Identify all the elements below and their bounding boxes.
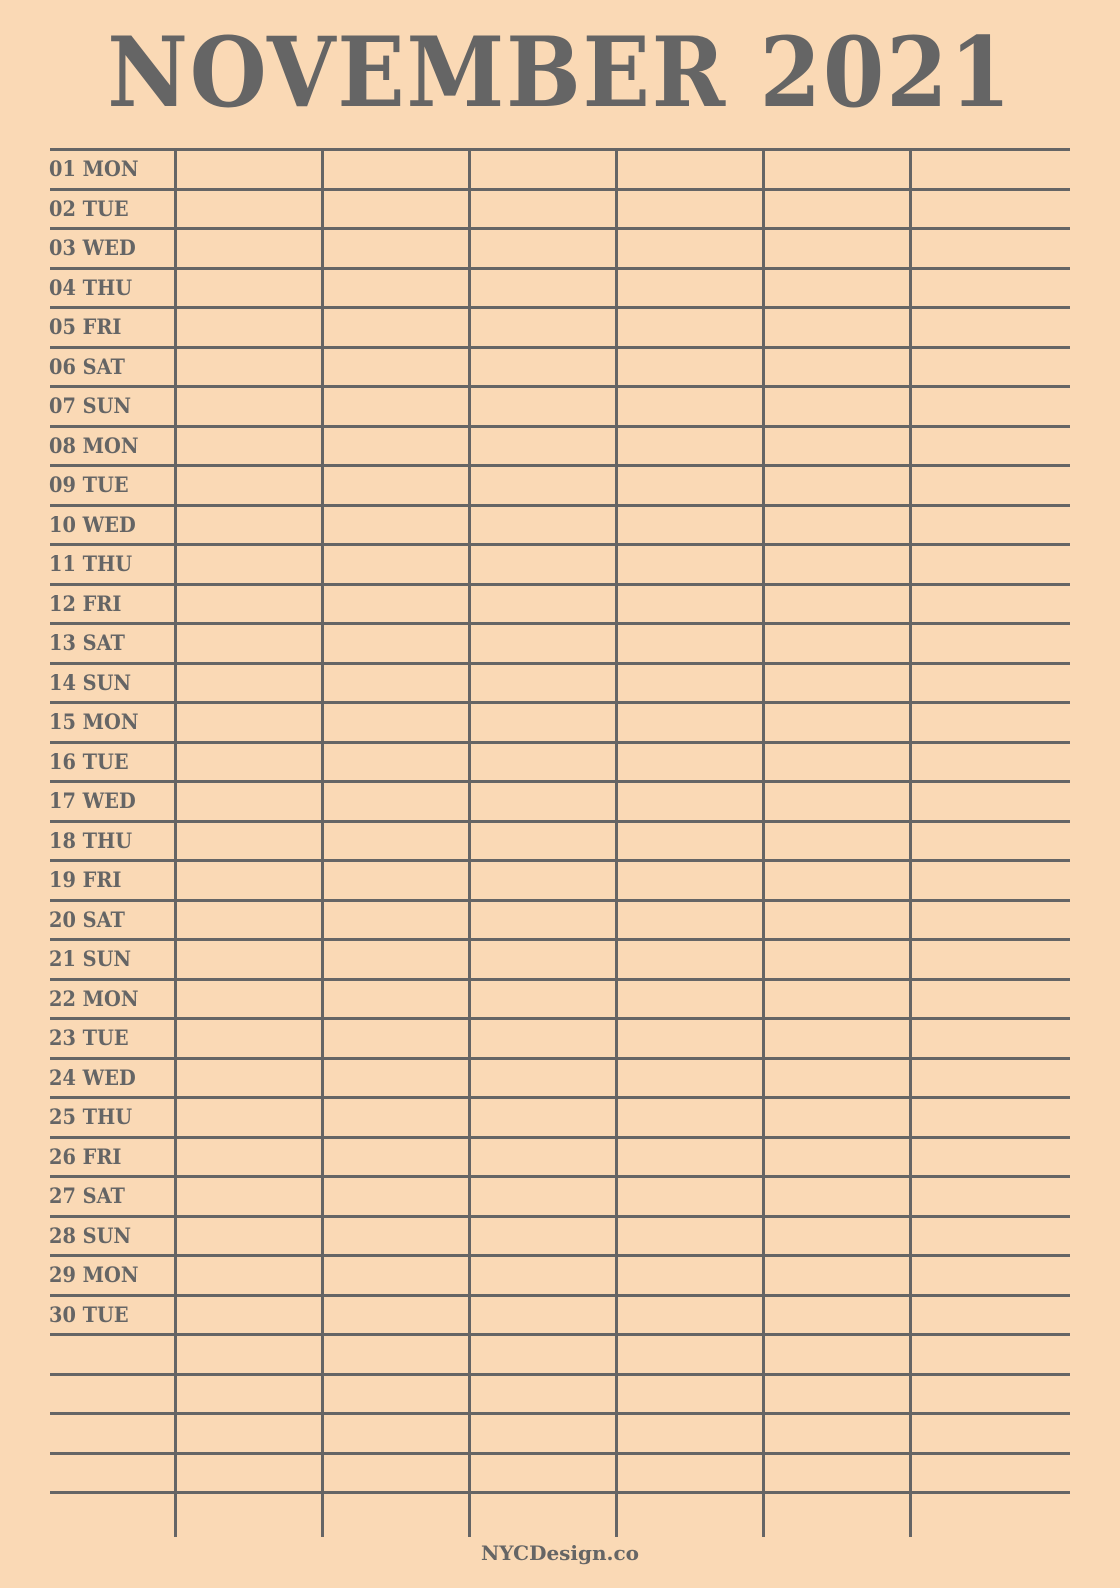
row-divider bbox=[50, 464, 1070, 467]
day-label: 18 THU bbox=[49, 828, 133, 853]
day-label: 13 SAT bbox=[49, 630, 125, 655]
footer-brand: NYCDesign.co bbox=[480, 1541, 640, 1565]
row-divider bbox=[50, 701, 1070, 704]
day-label: 29 MON bbox=[49, 1262, 139, 1287]
row-divider bbox=[50, 1491, 1070, 1494]
day-label: 27 SAT bbox=[49, 1183, 125, 1208]
row-divider bbox=[50, 859, 1070, 862]
row-divider bbox=[50, 1096, 1070, 1099]
row-divider bbox=[50, 1215, 1070, 1218]
day-label: 03 WED bbox=[49, 235, 136, 260]
column-divider bbox=[174, 151, 177, 1537]
day-label: 10 WED bbox=[49, 512, 136, 537]
row-divider bbox=[50, 1294, 1070, 1297]
row-divider bbox=[50, 148, 1070, 151]
day-label: 17 WED bbox=[49, 788, 136, 813]
day-label: 16 TUE bbox=[49, 749, 129, 774]
row-divider bbox=[50, 820, 1070, 823]
column-divider bbox=[468, 151, 471, 1537]
row-divider bbox=[50, 1373, 1070, 1376]
row-divider bbox=[50, 346, 1070, 349]
row-divider bbox=[50, 188, 1070, 191]
day-label: 04 THU bbox=[49, 275, 133, 300]
day-label: 02 TUE bbox=[49, 196, 129, 221]
day-label: 01 MON bbox=[49, 156, 139, 181]
day-label: 09 TUE bbox=[49, 472, 129, 497]
day-label: 22 MON bbox=[49, 986, 139, 1011]
day-label: 21 SUN bbox=[49, 946, 132, 971]
day-label: 06 SAT bbox=[49, 354, 125, 379]
row-divider bbox=[50, 1254, 1070, 1257]
row-divider bbox=[50, 899, 1070, 902]
row-divider bbox=[50, 938, 1070, 941]
day-label: 08 MON bbox=[49, 433, 139, 458]
row-divider bbox=[50, 741, 1070, 744]
row-divider bbox=[50, 504, 1070, 507]
row-divider bbox=[50, 780, 1070, 783]
day-label: 23 TUE bbox=[49, 1025, 129, 1050]
column-divider bbox=[615, 151, 618, 1537]
row-divider bbox=[50, 1057, 1070, 1060]
day-label: 25 THU bbox=[49, 1104, 133, 1129]
day-label: 12 FRI bbox=[49, 591, 122, 616]
day-label: 05 FRI bbox=[49, 314, 122, 339]
day-label: 15 MON bbox=[49, 709, 139, 734]
day-label: 26 FRI bbox=[49, 1144, 122, 1169]
day-label: 11 THU bbox=[49, 551, 133, 576]
row-divider bbox=[50, 306, 1070, 309]
row-divider bbox=[50, 267, 1070, 270]
column-divider bbox=[909, 151, 912, 1537]
row-divider bbox=[50, 1017, 1070, 1020]
day-label: 28 SUN bbox=[49, 1223, 132, 1248]
row-divider bbox=[50, 1333, 1070, 1336]
row-divider bbox=[50, 385, 1070, 388]
day-label: 07 SUN bbox=[49, 393, 132, 418]
day-label: 20 SAT bbox=[49, 907, 125, 932]
row-divider bbox=[50, 1452, 1070, 1455]
column-divider bbox=[762, 151, 765, 1537]
day-label: 19 FRI bbox=[49, 867, 122, 892]
row-divider bbox=[50, 1175, 1070, 1178]
row-divider bbox=[50, 583, 1070, 586]
day-label: 24 WED bbox=[49, 1065, 136, 1090]
row-divider bbox=[50, 662, 1070, 665]
row-divider bbox=[50, 978, 1070, 981]
row-divider bbox=[50, 622, 1070, 625]
day-label: 30 TUE bbox=[49, 1302, 129, 1327]
row-divider bbox=[50, 425, 1070, 428]
page-title: NOVEMBER 2021 bbox=[107, 16, 1013, 129]
column-divider bbox=[321, 151, 324, 1537]
row-divider bbox=[50, 227, 1070, 230]
row-divider bbox=[50, 543, 1070, 546]
day-label: 14 SUN bbox=[49, 670, 132, 695]
row-divider bbox=[50, 1412, 1070, 1415]
row-divider bbox=[50, 1136, 1070, 1139]
